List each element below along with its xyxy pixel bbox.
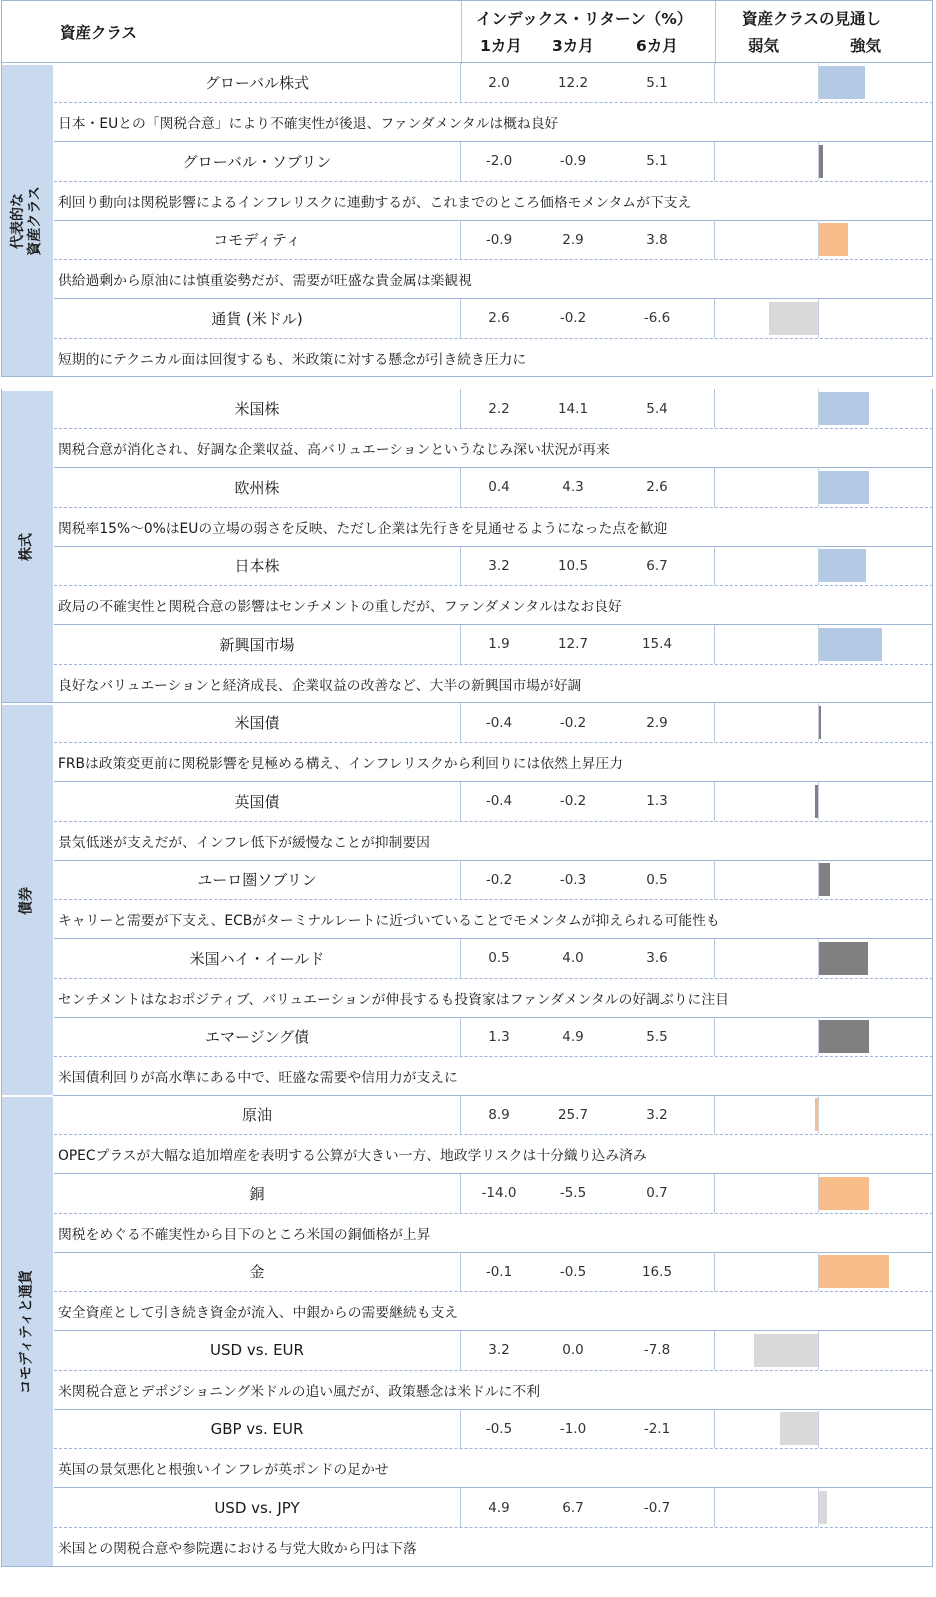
outlook-bar	[819, 1177, 869, 1210]
col-3m-header: 3カ月	[552, 37, 594, 55]
return-1m: -0.4	[485, 714, 513, 731]
group-label-text: 債券	[18, 886, 35, 915]
return-1m: 0.4	[488, 479, 510, 496]
table-row	[54, 389, 933, 468]
group-label-text: 株式	[18, 533, 35, 562]
asset-name: 金	[249, 1263, 265, 1282]
return-6m: -6.6	[643, 310, 671, 327]
asset-comment: 米国との関税合意や参院選における与党大敗から円は下落	[58, 1541, 417, 1557]
outlook-bar	[819, 223, 848, 256]
outlook-bar	[819, 1255, 889, 1288]
return-3m: 14.1	[557, 400, 589, 417]
table-row	[54, 703, 933, 782]
return-3m: -0.2	[559, 714, 587, 731]
return-3m: -1.0	[559, 1420, 587, 1437]
return-1m: 1.9	[488, 636, 510, 653]
return-6m: -2.1	[643, 1420, 671, 1437]
returns-header: インデックス・リターン（%）	[476, 10, 693, 28]
group-label-text: 代表的な 資産クラス	[10, 186, 43, 256]
asset-name: GBP vs. EUR	[210, 1419, 304, 1438]
return-3m: 6.7	[562, 1499, 584, 1516]
outlook-bar	[819, 628, 882, 661]
table-row	[54, 142, 933, 221]
outlook-header: 資産クラスの見通し	[742, 10, 882, 28]
table-row	[54, 299, 933, 378]
return-6m: 3.6	[646, 950, 668, 967]
return-1m: -0.4	[485, 793, 513, 810]
return-6m: 15.4	[641, 636, 673, 653]
return-3m: -0.2	[559, 793, 587, 810]
return-1m: 8.9	[488, 1106, 510, 1123]
return-1m: 2.6	[488, 310, 510, 327]
return-6m: 2.6	[646, 479, 668, 496]
asset-outlook-table	[1, 0, 933, 1595]
outlook-bar	[815, 785, 818, 818]
table-row	[54, 1095, 933, 1174]
table-row	[54, 1488, 933, 1567]
asset-comment: FRBは政策変更前に関税影響を見極める構え、インフレリスクから利回りには依然上昇圧力	[58, 756, 624, 772]
asset-name: 英国債	[234, 792, 280, 811]
return-1m: -0.9	[485, 231, 513, 248]
asset-comment: 供給過剰から原油には慎重姿勢だが、需要が旺盛な貴金属は楽観視	[58, 273, 472, 290]
return-3m: 4.3	[562, 479, 584, 496]
col-6m-header: 6カ月	[636, 37, 678, 55]
return-6m: 1.3	[646, 793, 668, 810]
asset-comment: OPECプラスが大幅な追加増産を表明する公算が大きい一方、地政学リスクは十分織り込み済み	[58, 1148, 647, 1164]
col-1m-header: 1カ月	[480, 37, 522, 55]
asset-name: 銅	[249, 1184, 265, 1203]
asset-name: 日本株	[234, 557, 280, 576]
return-3m: -5.5	[559, 1185, 587, 1202]
outlook-bar	[815, 1098, 819, 1131]
bullish-label: 強気	[850, 37, 882, 55]
outlook-bar	[754, 1334, 818, 1367]
asset-name: 欧州株	[234, 478, 280, 497]
asset-name: 米国株	[234, 400, 280, 418]
outlook-bar	[819, 942, 868, 975]
return-1m: 1.3	[488, 1028, 510, 1045]
asset-name: USD vs. EUR	[210, 1341, 304, 1360]
asset-comment: 景気低迷が支えだが、インフレ低下が緩慢なことが抑制要因	[58, 834, 430, 851]
table-row	[54, 468, 933, 547]
table-row	[54, 1174, 933, 1253]
return-3m: -0.3	[559, 871, 587, 888]
return-1m: 3.2	[488, 1342, 510, 1359]
table-header	[1, 0, 933, 63]
return-3m: 10.5	[557, 557, 589, 574]
outlook-axis	[818, 1095, 819, 1134]
return-6m: 5.1	[646, 153, 668, 170]
return-6m: 5.1	[646, 74, 668, 91]
outlook-bar	[819, 706, 821, 739]
return-1m: 2.0	[488, 74, 510, 91]
outlook-bar	[819, 471, 869, 504]
return-1m: -0.5	[485, 1420, 513, 1437]
return-3m: -0.5	[559, 1263, 587, 1280]
return-6m: 16.5	[641, 1263, 673, 1280]
return-1m: -14.0	[481, 1185, 517, 1202]
asset-name: コモディティ	[213, 231, 301, 250]
asset-comment: 関税をめぐる不確実性から目下のところ米国の銅価格が上昇	[58, 1226, 431, 1243]
asset-class-header: 資産クラス	[60, 24, 138, 42]
return-6m: 5.5	[646, 1028, 668, 1045]
asset-comment: キャリーと需要が下支え、ECBがターミナルレートに近づいていることでモメンタムが抑えられる可能性も	[58, 913, 720, 930]
table-row	[54, 63, 933, 142]
asset-comment: 関税率15%～0%はEUの立場の弱さを反映、ただし企業は先行きを見通せるようになった点を歓迎	[58, 520, 668, 537]
asset-comment: 日本・EUとの「関税合意」により不確実性が後退、ファンダメンタルは概ね良好	[58, 116, 559, 132]
outlook-bar	[819, 1020, 869, 1053]
return-1m: 4.9	[488, 1499, 510, 1516]
asset-comment: 安全資産として引き続き資金が流入、中銀からの需要継続も支え	[58, 1305, 459, 1322]
return-6m: -0.7	[643, 1499, 671, 1516]
table-row	[54, 1252, 933, 1331]
return-3m: 0.0	[562, 1342, 584, 1359]
return-3m: 2.9	[562, 231, 584, 248]
return-1m: -0.1	[485, 1263, 513, 1280]
outlook-bar	[819, 392, 869, 425]
return-3m: 12.7	[557, 636, 589, 653]
outlook-bar	[819, 145, 823, 178]
asset-comment: センチメントはなおポジティブ、バリュエーションが伸長するも投資家はファンダメンタルの好調ぶりに注目	[58, 991, 729, 1008]
return-3m: 12.2	[557, 74, 589, 91]
return-1m: 3.2	[488, 557, 510, 574]
table-row	[54, 625, 933, 704]
asset-comment: 良好なバリュエーションと経済成長、企業収益の改善など、大半の新興国市場が好調	[58, 677, 582, 694]
return-1m: -0.2	[485, 871, 513, 888]
outlook-axis	[818, 1331, 819, 1370]
asset-name: 米国債	[234, 714, 280, 732]
return-6m: 3.8	[646, 231, 668, 248]
return-6m: 3.2	[646, 1106, 668, 1123]
table-row	[54, 782, 933, 861]
group-label-text: コモディティと通貨	[18, 1269, 35, 1394]
asset-comment: 短期的にテクニカル面は回復するも、米政策に対する懸念が引き続き圧力に	[58, 351, 527, 368]
outlook-bar	[769, 302, 818, 335]
asset-name: 新興国市場	[219, 635, 295, 654]
table-row	[54, 220, 933, 299]
return-6m: 6.7	[646, 557, 668, 574]
return-1m: 0.5	[488, 950, 510, 967]
return-6m: 2.9	[646, 714, 668, 731]
outlook-bar	[819, 1491, 827, 1524]
asset-name: ユーロ圏ソブリン	[197, 871, 317, 890]
asset-comment: 関税合意が消化され、好調な企業収益、高バリュエーションというなじみ深い状況が再来	[58, 442, 610, 458]
asset-name: グローバル株式	[204, 74, 310, 92]
return-3m: 4.0	[562, 950, 584, 967]
return-6m: 0.7	[646, 1185, 668, 1202]
outlook-bar	[819, 863, 830, 896]
table-row	[54, 1017, 933, 1096]
table-row	[54, 1331, 933, 1410]
asset-name: グローバル・ソブリン	[182, 152, 332, 171]
asset-comment: 英国の景気悪化と根強いインフレが英ポンドの足かせ	[58, 1462, 389, 1479]
outlook-axis	[818, 299, 819, 338]
table-row	[54, 939, 933, 1018]
return-1m: 2.2	[488, 400, 510, 417]
asset-comment: 政局の不確実性と関税合意の影響はセンチメントの重しだが、ファンダメンタルはなお良好	[58, 599, 622, 616]
outlook-bar	[780, 1412, 819, 1445]
table-row	[54, 1409, 933, 1488]
asset-comment: 米関税合意とデポジショニング米ドルの追い風だが、政策懸念は米ドルに不利	[58, 1383, 540, 1400]
bearish-label: 弱気	[748, 37, 780, 55]
return-3m: -0.2	[559, 310, 587, 327]
asset-name: エマージング債	[204, 1028, 310, 1047]
return-6m: -7.8	[643, 1342, 671, 1359]
asset-comment: 米国債利回りが高水準にある中で、旺盛な需要や信用力が支えに	[58, 1070, 458, 1087]
asset-name: 米国ハイ・イールド	[189, 949, 325, 968]
table-row	[54, 546, 933, 625]
asset-name: 原油	[241, 1106, 272, 1124]
asset-comment: 利回り動向は関税影響によるインフレリスクに連動するが、これまでのところ価格モメンタムが下支え	[58, 194, 692, 211]
return-3m: 4.9	[562, 1028, 584, 1045]
return-6m: 0.5	[646, 871, 668, 888]
outlook-axis	[818, 782, 819, 821]
return-3m: 25.7	[557, 1106, 589, 1123]
return-3m: -0.9	[559, 153, 587, 170]
outlook-bar	[819, 549, 866, 582]
return-6m: 5.4	[646, 400, 668, 417]
return-1m: -2.0	[485, 153, 513, 170]
table-row	[54, 860, 933, 939]
outlook-axis	[818, 1409, 819, 1448]
asset-name: USD vs. JPY	[214, 1498, 300, 1517]
asset-name: 通貨 (米ドル)	[211, 309, 303, 328]
outlook-bar	[819, 66, 865, 99]
